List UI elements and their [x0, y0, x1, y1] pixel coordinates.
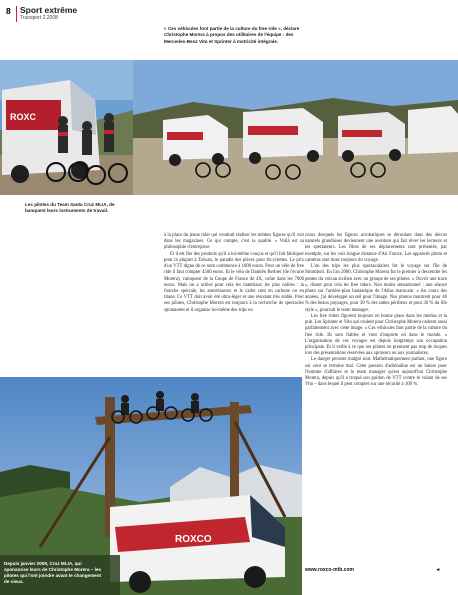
section-title: Sport extrême	[20, 5, 78, 15]
article-paragraph: à la place du jeune rider qui voudrait réaliser les mêmes figures qu'il voit dans les magazines. Ce qui compte, c'est la qualité. » Voilà est sa philosophie d'entreprise.	[164, 233, 304, 251]
article-column-2	[305, 233, 447, 388]
section-subtitle: Transport 2.2008	[20, 15, 58, 21]
svg-text:ROXC: ROXC	[10, 112, 37, 122]
article-paragraph: cours desquels les figures acrobatiques se déroulant dans des décors naturels grandioses deviennent une aventure qui fait rêver les lecteurs et les spectateurs. Les films de ses déplacements sont présentés, par exemple, sur les vols longue distance d'Air France. Les appareils photo et caméras sont donc toujours du voyage.	[305, 233, 447, 263]
svg-text:ROXCO: ROXCO	[175, 534, 212, 545]
website-link[interactable]	[305, 567, 440, 573]
end-mark: ◄	[435, 567, 441, 573]
photo-caption-bottom: Depuis janvier 2008, Cruz MLIA, qui sponsorise leurs de Christophe Morera – les pilotes qui l'ont joindre avant le changement de cieux.	[4, 561, 102, 584]
website-url[interactable]: www.roxco-mtb.com	[305, 567, 354, 573]
article-paragraph: Et il est fier des produits qu'il a lui-même conçus et qu'il fait fabriquer pour la plupart à Taiwan, le paradis des pièces pour bicyclettes. Le prix d'un VTT digne de ce nom commence à 1000 euros. Pour un vélo de free ride il faut compter 4500 euros. Et le vélo de Damiën Berbier (de l'écurie Morera), vainqueur de la Coupe de France de 4X, coûte dans les 7000 euros. Mais on a utilisé pour cela les matériaux les plus nobles : la fourche spéciale, les amortisseurs et le cadre sont en carbone ou en titane. Ce VTT doit avoir été ultra-léger et une résistant très stable. Pour ses pilotes, Christophe Morera est toujours à la recherche de spectacles spontanées et il organise lui-même des trips en	[164, 251, 304, 313]
header-separator	[16, 6, 17, 22]
photo-van-convoy	[133, 60, 458, 195]
article-paragraph: L'un des trips les plus spectaculaires fut le voyage sur l'île de Stromboli. En l'an 2000, Christophe Morera fut le premier à descendre les pentes du volcan sicilien avec un groupe de ses pilotes. « Ouvrir une trace », disent pour cela les free riders. Non moins sensationnel : une séance photo sur l'arrière-plan fantastique de l'Atlas marocain. « Au cours des années, j'ai développé un œil pour l'image. Nos photos montrent pour 40 % des beaux paysages, pour 30 % des sattes périlleux et pour 30 % du life style », poursuit le team manager.	[305, 264, 447, 313]
article-paragraph: Les free riders figurent toujours en bonne place dans les médias et la pub. Les Sprinter et Vito qui roulent pour Christophe Morera cadrent aussi parfaitement avec cette image. « Ces véhicules font partie de la culture du free ride. Ils sont fiables et vont n'importe où dans le monde. » L'organisation de ces voyages est depuis longtemps son occupation principale. Et il veille à ce que ses pilotes ne prennent pas trop de risques lors des présentations réservées aux sponsors ou aux journalistes.	[305, 313, 447, 357]
photo-riders-van	[0, 60, 133, 195]
article-column-1	[164, 233, 304, 314]
photo-caption-top: Les pilotes du Team Santa Cruz MLIA, de banquent leurs instruments de travail.	[25, 202, 115, 214]
page-number: 8	[6, 6, 11, 16]
pull-quote: « Ces véhicules font partie de la culture du free ride », déclare Christophe Morera à propos des utilitaires de l'équipe : des Mercedes-Benz Vito et Sprinter à motricité intégrale.	[164, 26, 300, 44]
article-paragraph: Le danger persiste malgré tout. Mathématiquement parlant, une figure sur cent se termine mal. Cette passion d'adrénaline est un baisse pour l'homme d'affaires et le team manager qu'est aujourd'hui Christophe Morera, depuis qu'il a troqué son guidon de VTT contre le volant de ses Vito – dans lequel il peut compter sur une sécurité à 100 %.	[305, 357, 447, 388]
